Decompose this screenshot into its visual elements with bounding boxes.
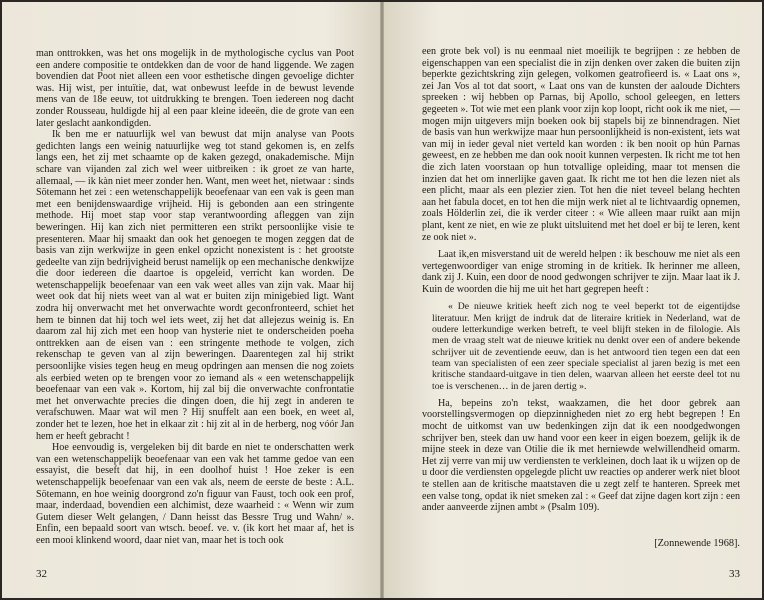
- book-spread: [2, 2, 762, 598]
- right-page-text: [422, 46, 740, 514]
- paragraph: een grote bek vol) is nu eenmaal niet moeilijk te begrijpen : ze hebben de eigenschappen van een specialist die in zijn denken over zaken die buiten zijn beperkte gezichtskring zijn gelegen, volkomen geatrofieerd is. « Laat ons », zei Jan Vos al tot dat soort, « Laat ons van de kunsten der aaloude Dichters spreeken : wij hebben op Parnas, bij Apollo, school geleegen, en letters gegeeten ». Tot wie met een plank voor zijn kop loopt, richt ook ik me niet, — mogen mijn uitgevers mijn boeken ook bij stapels bij ze binnendragen. Niet de basis van hun werkwijze maar hun persoonlijkheid is non-existent, iets wat van mij in ieder geval niet verteld kan worden : ik ben nooit op hún Parnas geweest, en ze hebben me dan ook nooit kunnen verpesten. Ik richt me tot hen die zich laten voorstaan op hun totvallige opleiding, maar tot mensen die inzien dat het om innerlijke gaven gaat. Ik richt me tot hen die lezen niet als een plicht, maar als een plezier zien. Tot hen die niet teveel belang hechten aan het fabula docet, en tot hen die mijn werk niet al te lichtvaardig opnemen, zoals Hölderlin zei, die ik verder citeer : « Wie alleen maar ruikt aan mijn plant, kent ze niet, en wie ze plukt uitsluitend met het doel er bij te leren, kent ze ook niet ».: [422, 46, 740, 243]
- block-quote: « De nieuwe kritiek heeft zich nog te veel beperkt tot de eigentijdse literatuur. Men krijgt de indruk dat de literaire kritiek in Nederland, wat de oudere letterkundige werken betreft, te veel blijft steken in de filologie. Als men de vraag stelt wat de nieuwe kritiek nu denkt over een of andere bekende schrijver uit de zeventiende eeuw, dan is het antwoord tien tegen een dat een team van specialisten of een zeer speciale specialist al jaren bezig is met een kritische standaard-uitgave in tien delen, waarvan alleen het eerste deel tot nu toe is verschenen… in de jaren dertig ».: [432, 301, 740, 392]
- book-gutter: [380, 2, 384, 598]
- paragraph: man onttrokken, was het ons mogelijk in de mythologische cyclus van Poot een andere compositie te ontdekken dan de voor de hand liggende. We zagen bovendien dat Poot niet alleen een voor esthetische dingen gevoelige dichter was. Hij wist, per intuïtie, dat, wat onbewust leefde in de bewust levende mens van de 18e eeuw, tot uitdrukking te brengen. Toen iedereen nog dacht zonder Rousseau, huldigde hij al een paar kleine ideeën, die de grote van een later geslacht aankondigden.: [36, 48, 354, 129]
- left-page-text: [36, 48, 354, 547]
- paragraph: Ha, bepeins zo'n tekst, waakzamen, die het door gebrek aan voorstellingsvermogen op diepzinnigheden niet zo erg hebt begrepen ! En mocht de uitkomst van uw bedenkingen zijn dat ik een noodgedwongen schrijver ben, steek dan uw hand voor een keer in eigen boezem, gelijk ik de mijne steek in deze van Otilie die ik met herniewde welwillendheid omarm. Het zij verre van mij uw verdiensten te verkleinen, doch laat ik u wijzen op de u door die verdiensten opgelegde plicht uw reacties op anderer werk niet bloot te stellen aan de kritische maatstaven die u zegt zelf te hanteren. Spreek met een valse tong, opdat ik niet smeken zal : « Geef dat zijne dagen kort zijn : een ander aanveerde zijnen ambt » (Psalm 109).: [422, 397, 740, 514]
- right-page: [382, 2, 762, 598]
- paragraph: Hoe eenvoudig is, vergeleken bij dit barde en niet te onderschatten werk van een wetenschappelijk beoefenaar van een vak het tamme gedoe van een essayist, die beseft dat hij, in een doolhof huist ! Hoe zeker is een wetenschappelijk beoefenaar van een vak als, neem de eerste de beste : A.L. Sötemann, en hoe weinig doorgrond zo'n figuur van Faust, toch ook een prof, maar, inderdaad, bovendien een alchimist, deze waarheid : « Wenn wir zum Gutem dieser Welt gelangen, / Dann heisst das Bessre Trug und Wahn/ ». Enfin, een bepaald soort van wtsch. beoef. ve. v. (ik kort het maar af, het is een mooi klinkend woord, daar niet van, maar het is toch ook: [36, 442, 354, 546]
- paragraph: Laat ik,en misverstand uit de wereld helpen : ik beschouw me niet als een vertegenwoordiger van enige stroming in de kritiek. Ik herinner me alleen, dank zij J. Kuin, een door de nood gedwongen schrijver te zijn. Maar laat ik J. Kuin de woorden die hij me uit het hart gegrepen heeft :: [422, 249, 740, 295]
- source-note: [Zonnewende 1968].: [654, 538, 740, 549]
- page-number: 33: [729, 568, 740, 580]
- paragraph: Ik ben me er natuurlijk wel van bewust dat mijn analyse van Poots gedichten langs een weinig natuurlijke weg tot stand gekomen is, en zelfs langs een, het zij met schaamte op de kaken gezegd, onakademische. Mijn schare van vijanden zal zich wel weer uitbreiken : ik groet ze van harte, allemaal, — ik kàn niet meer zonder hen. Want, men weet het, nietwaar : sinds Sötemann het zei : een wetenschappelijk beoefenaar van een vak is geen man met een benijdenswaardige vrijheid. Hij is gebonden aan een stringente methode. Hij moet stap voor stap verantwoording afleggen van zijn beweringen. Hij kan zich niet permitteren een strikt persoonlijke visie te presenteren. Maar hij smaakt dan ook het genoegen te mogen zeggen dat de basis van zijn werkwijze in geen enkel opzicht nonexistent is : het grootste gedeelte van zijn bedrijvigheid berust namelijk op een mechanische denkwijze die door iedereen die daartoe is opgeleid, verricht kan worden. De wetenschappelijk beoefenaar van een vak weet alles van zijn vak. Maar hij weet ook dat hij niets weet van al wat er buiten zijn minigebied ligt. Want zodra hij onverwacht met het onverwachte wordt geconfronteerd, schiet het hem te binnen dat hij toch wel iets weet, zij het dat allejezus weinig is. En daarom zal hij zich met een hoop van hysterie niet te onderscheiden poeha onttrekken aan de eisen van : een stringente methode te volgen, zich rekenschap te geven van al zijn beweringen. Daarentegen zal hij strikt persoonlijke visies tegen heug en meug opdringen aan mensen die nog zoiets als eerbied weten op te brengen voor zo iemand als « een wetenschappelijk beoefenaar van een vak ». Kortom, hij zal bij die onverwachte confrontatie met het onverwachte precies die dingen doen, die hij zegt in anderen te verafschuwen. Maar wat wil men ? Hij snuffelt aan een boek, en weet al, zonder het te lezen, hoe het in elkaar zit : hij zit al in de herberg, nog vóór Jan hem er heeft gebracht !: [36, 129, 354, 442]
- left-page: [2, 2, 382, 598]
- page-number: 32: [36, 568, 47, 580]
